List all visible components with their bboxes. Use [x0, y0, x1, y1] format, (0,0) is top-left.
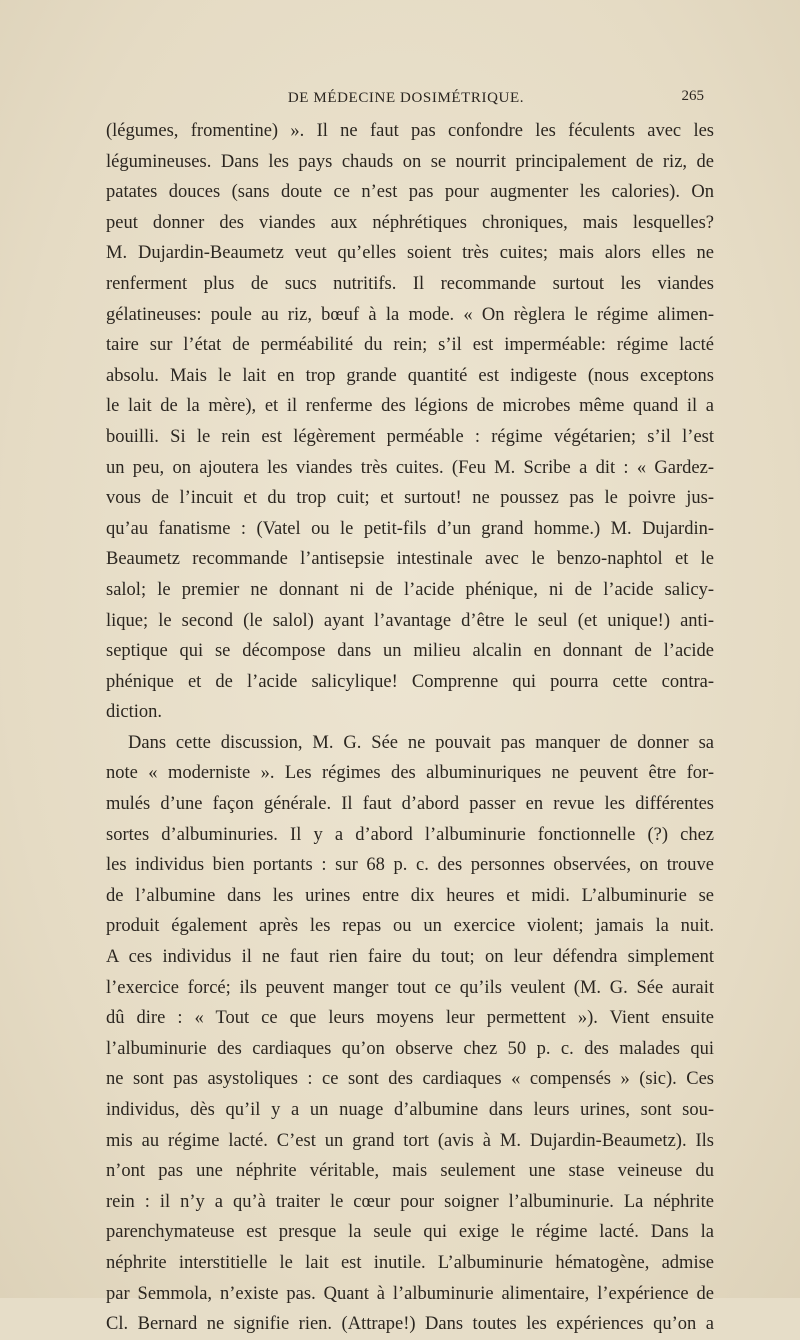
paragraph	[106, 728, 714, 1340]
text-line: gélatineuses: poule au riz, bœuf à la mode. « On règlera le régime alimen-	[106, 304, 714, 325]
text-line: par Semmola, n’existe pas. Quant à l’albuminurie alimentaire, l’expérience de	[106, 1283, 714, 1304]
text-line: (légumes, fromentine) ». Il ne faut pas confondre les féculents avec les	[106, 121, 714, 141]
text-line: l’albuminurie des cardiaques qu’on observe chez 50 p. c. des malades qui	[106, 1038, 714, 1059]
text-line: néphrite interstitielle le lait est inutile. L’albuminurie hématogène, admise	[106, 1252, 714, 1273]
text-line: individus, dès qu’il y a un nuage d’albumine dans leurs urines, sont sou-	[106, 1100, 714, 1120]
text-line: bouilli. Si le rein est légèrement perméable : régime végétarien; s’il l’est	[106, 426, 714, 447]
text-line: vous de l’incuit et du trop cuit; et surtout! ne poussez pas le poivre jus-	[106, 488, 714, 509]
text-line: qu’au fanatisme : (Vatel ou le petit-fils d’un grand homme.) M. Dujardin-	[106, 518, 714, 539]
page-header	[100, 86, 712, 112]
text-line: salol; le premier ne donnant ni de l’acide phénique, ni de l’acide salicy-	[106, 579, 714, 600]
text-line: mulés d’une façon générale. Il faut d’abord passer en revue les différentes	[106, 794, 714, 815]
text-line: parenchymateuse est presque la seule qui exige le régime lacté. Dans la	[106, 1222, 714, 1243]
text-line: l’exercice forcé; ils peuvent manger tout ce qu’ils veulent (M. G. Sée aurait	[106, 977, 714, 998]
text-line: Beaumetz recommande l’antisepsie intestinale avec le benzo-naphtol et le	[106, 549, 714, 570]
page-number: 265	[681, 88, 704, 104]
text-line: absolu. Mais le lait en trop grande quantité est indigeste (nous exceptons	[106, 365, 714, 386]
text-line: taire sur l’état de perméabilité du rein; s’il est imperméable: régime lacté	[106, 335, 714, 356]
text-line: le lait de la mère), et il renferme des légions de microbes même quand il a	[106, 396, 714, 417]
text-line: ne sont pas asystoliques : ce sont des cardiaques « compensés » (sic). Ces	[106, 1069, 714, 1090]
text-line: phénique et de l’acide salicylique! Comprenne qui pourra cette contra-	[106, 671, 714, 692]
text-line: note « moderniste ». Les régimes des albuminuriques ne peuvent être for-	[106, 763, 714, 784]
running-title: DE MÉDECINE DOSIMÉTRIQUE.	[287, 90, 525, 106]
text-line: lique; le second (le salol) ayant l’avantage d’être le seul (et unique!) anti-	[106, 610, 714, 631]
text-line: Cl. Bernard ne signifie rien. (Attrape!) Dans toutes les expériences qu’on a	[106, 1314, 714, 1335]
text-line: septique qui se décompose dans un milieu alcalin en donnant de l’acide	[106, 641, 714, 662]
text-line: mis au régime lacté. C’est un grand tort (avis à M. Dujardin-Beaumetz). Ils	[106, 1130, 714, 1151]
text-line: de l’albumine dans les urines entre dix heures et midi. L’albuminurie se	[106, 885, 714, 906]
text-line: rein : il n’y a qu’à traiter le cœur pour soigner l’albuminurie. La néphrite	[106, 1191, 714, 1212]
text-line: renferment plus de sucs nutritifs. Il recommande surtout les viandes	[106, 273, 714, 294]
text-line: A ces individus il ne faut rien faire du tout; on leur défendra simplement	[106, 947, 714, 968]
text-line: sortes d’albuminuries. Il y a d’abord l’albuminurie fonctionnelle (?) chez	[106, 824, 714, 845]
text-line: un peu, on ajoutera les viandes très cuites. (Feu M. Scribe a dit : « Gardez-	[106, 457, 714, 478]
text-line: diction.	[106, 702, 163, 723]
text-line: légumineuses. Dans les pays chauds on se nourrit principalement de riz, de	[106, 151, 714, 172]
text-line: produit également après les repas ou un exercice violent; jamais la nuit.	[106, 916, 714, 937]
text-line: les individus bien portants : sur 68 p. c. des personnes observées, on trouve	[106, 855, 714, 876]
text-line: Dans cette discussion, M. G. Sée ne pouvait pas manquer de donner sa	[128, 732, 714, 753]
body-text	[106, 116, 714, 1340]
text-line: peut donner des viandes aux néphrétiques chroniques, mais lesquelles?	[106, 212, 714, 233]
text-line: n’ont pas une néphrite véritable, mais seulement une stase veineuse du	[106, 1161, 714, 1182]
text-line: M. Dujardin-Beaumetz veut qu’elles soient très cuites; mais alors elles ne	[106, 243, 714, 264]
text-line: patates douces (sans doute ce n’est pas pour augmenter les calories). On	[106, 182, 714, 203]
text-line: dû dire : « Tout ce que leurs moyens leur permettent »). Vient ensuite	[106, 1008, 714, 1029]
paragraph	[106, 116, 714, 728]
